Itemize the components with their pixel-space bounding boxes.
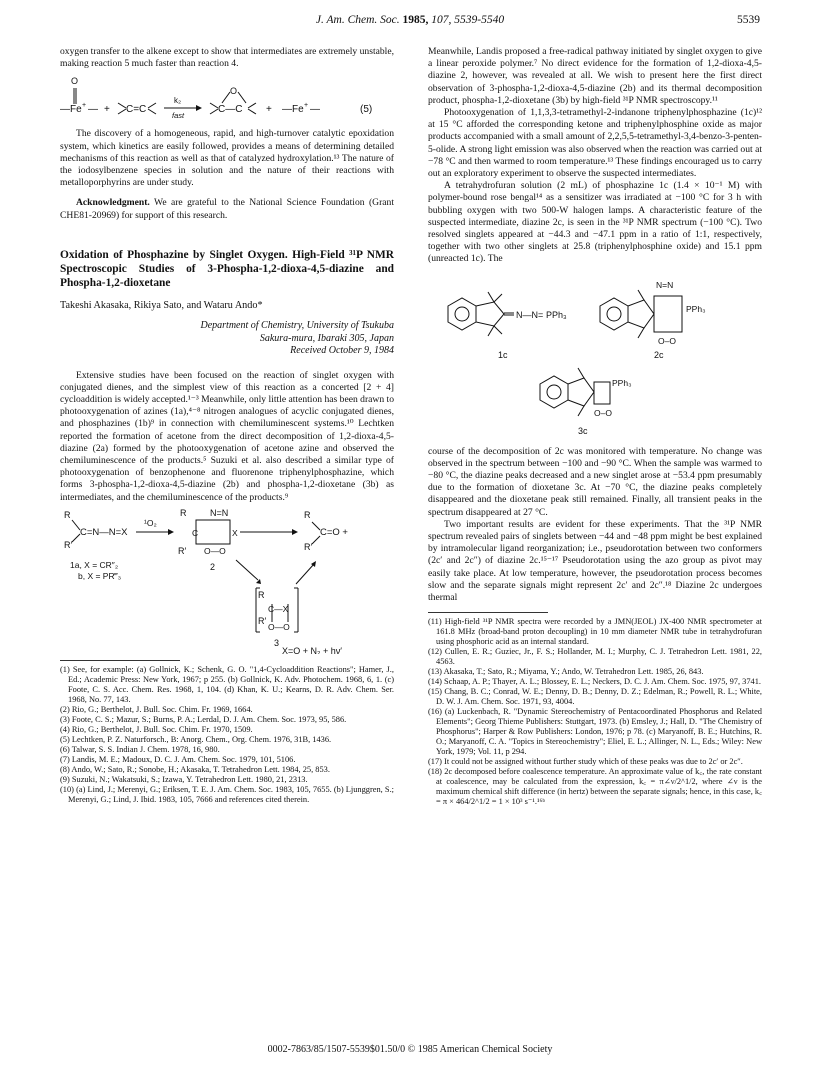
svg-text:O: O <box>230 86 238 97</box>
svg-text:C=C: C=C <box>126 104 147 116</box>
reference: (2) Rio, G.; Berthelot, J. Bull. Soc. Chim. Fr. 1969, 1664. <box>60 704 253 714</box>
svg-text:R: R <box>180 507 187 518</box>
svg-text:C=O +: C=O + <box>320 526 348 538</box>
svg-text:+: + <box>82 102 87 110</box>
svg-text:X: X <box>232 527 238 538</box>
article-authors: Takeshi Akasaka, Rikiya Sato, and Wataru Ando* <box>60 299 263 311</box>
reference: (11) High-field ³¹P NMR spectra were recorded by a JMN(JEOL) JX-400 NMR spectrometer at 161.8 MHz (broad-band proton decoupling) in 10 mm diameter NMR tube in tetrahydrofuran using phosphoric acid as an internal standard. <box>428 617 762 647</box>
equation-number: (5) <box>360 104 373 116</box>
reference: (17) It could not be assigned without further study which of these peaks was due to 2c′ or 2c″. <box>428 757 743 767</box>
svg-text:—: — <box>88 104 98 116</box>
label-2: 2 <box>210 561 216 572</box>
svg-text:N—N=: N—N= <box>516 309 544 320</box>
label-2c: 2c <box>654 349 664 360</box>
svg-text:R: R <box>258 589 265 600</box>
svg-text:O: O <box>71 76 79 87</box>
oo-label: O–O <box>658 335 676 346</box>
footnotes-right <box>428 617 762 807</box>
paragraph: Extensive studies have been focused on the reaction of singlet oxygen with conjugated dienes, and the simplest view of this reaction as a concerted [2 + 4] cycloaddition is widely accepted.¹⁻³ Meanwhile, only little attention has been drawn to photooxygenation of azines (1a),⁴⁻⁸ nitrogen analogues of acyclic conjugated dienes, and phosphazines (1b)⁹ in connection with chemiluminescent systems.¹⁰ Lechtken reported the formation of acetone from the direct decomposition of 1,2-dioxa-4,5-diazine (2a) formed by the photooxygenation of acetone azine and observed the chemiluminescence of the products.⁵ Suzuki et al. also described a similar type of photooxygenation of benzophenone and fluorenone triphenylphosphazine, which forms 3-phospha-1,2-dioxa-4,5-diazine (2b) and phospha-1,2-dioxetane (3b) as intermediates, and the chemiluminescence of the products.⁹ <box>60 369 394 503</box>
reference: (9) Suzuki, N.; Wakatsuki, S.; Izawa, Y. Tetrahedron Lett. 1980, 21, 2313. <box>60 774 308 784</box>
svg-text:+: + <box>304 102 309 110</box>
running-header <box>60 14 760 34</box>
fast-label: fast <box>172 111 185 121</box>
reference: (12) Cullen, E. R.; Guziec, Jr., F. S.; Hollander, M. I.; Murphy, C. J. Tetrahedron Lett. 1981, 22, 4563. <box>428 647 762 667</box>
label-3: 3 <box>274 637 280 648</box>
equation-5 <box>60 70 394 128</box>
paragraph: course of the decomposition of 2c was monitored with temperature. No change was observed in the spectrum between −100 and −90 °C. When the sample was warmed to −80 °C, the diazine peaks decreased and a new singlet arose at −53.4 ppm presumably due to the formation of dioxetane 3c. At −70 °C, the diazine peaks completely disappeared and the dioxetane peak still remained. Finally, all transient peaks in the spectrum disappeared at 27 °C. <box>428 445 762 518</box>
svg-text:—: — <box>310 104 320 116</box>
svg-text:—Fe: —Fe <box>60 104 82 116</box>
page-number: 5539 <box>737 14 760 26</box>
svg-text:O—O: O—O <box>204 545 226 556</box>
oo-label: O–O <box>594 407 612 418</box>
paragraph: Two important results are evident for these experiments. That the ³¹P NMR spectrum revealed pairs of singlets between −44 and −48 ppm might be best explained by intramolecular ligand reorganization; i.e., pseudorotation between two conformers (2c′ and 2c″) of diazine 2c.¹⁵⁻¹⁷ Pseudorotation using the azo group as pivot may easily take place. At low temperature, however, the pseudorotation process becomes slow and the separate signals might represent 2c′ and 2c″.¹⁸ Diazine 2c undergoes thermal <box>428 518 762 604</box>
label-1a: 1a, X = CR″₂ <box>70 559 119 570</box>
footnotes-left <box>60 665 394 805</box>
reference: (8) Ando, W.; Sato, R.; Sonobe, H.; Akasaka, T. Tetrahedron Lett. 1984, 25, 853. <box>60 764 330 774</box>
svg-text:C: C <box>192 527 199 538</box>
pph3-label: PPh₃ <box>612 377 632 388</box>
nn-label: N=N <box>656 279 674 290</box>
reference: (10) (a) Lind, J.; Merenyi, G.; Eriksen, T. E. J. Am. Chem. Soc. 1983, 105, 7655. (b) Ljunggren, S.; Merenyi, G.; Lind, J. Ibid. 1983, 105, 7666 and references cited therein. <box>60 784 394 804</box>
svg-text:O—O: O—O <box>268 621 290 632</box>
reference: (6) Talwar, S. S. Indian J. Chem. 1978, 16, 980. <box>60 744 220 754</box>
svg-text:+: + <box>104 104 110 116</box>
left-column <box>60 46 394 805</box>
paragraph: oxygen transfer to the alkene except to show that intermediates are extremely unstable, making reaction 5 much faster than reaction 4. <box>60 46 394 70</box>
rate-constant-label: k₂ <box>174 96 182 106</box>
footnote-rule <box>60 660 180 661</box>
svg-text:R: R <box>64 509 71 520</box>
footnote-rule <box>428 612 548 613</box>
affiliation <box>60 320 394 358</box>
page-footer: 0002-7863/85/1507-5539$01.50/0 © 1985 American Chemical Society <box>267 1044 553 1055</box>
svg-text:—Fe: —Fe <box>282 104 304 116</box>
svg-text:C—X: C—X <box>268 603 289 614</box>
svg-text:C—C: C—C <box>218 104 243 116</box>
reference: (1) See, for example: (a) Gollnick, K.; Schenk, G. O. "1,4-Cycloaddition Reactions"; Hamer, J., Ed.; Academic Press: New York, 1967; p 255. (b) Gollnick, K. Adv. Photochem. 1968, 6, 1. (c) Foote, C. S. Acc. Chem. Res. 1968, 1, 104. (d) Khan, K. U.; Kearns, D. R. Adv. Chem. Ser. 1968, No. 77, 143. <box>60 664 394 704</box>
reference: (3) Foote, C. S.; Mazur, S.; Burns, P. A.; Lerdal, D. J. Am. Chem. Soc. 1973, 95, 586. <box>60 714 347 724</box>
svg-text:R′: R′ <box>258 615 267 626</box>
svg-text:C=N—N=X: C=N—N=X <box>80 526 128 538</box>
reference: (16) (a) Luckenbach, R. "Dynamic Stereochemistry of Pentacoordinated Phosphorus and Related Elements"; Georg Thieme Publishers: Stuttgart, 1973. (b) Emsley, J.; Hall, D. "The Chemistry of Phosphorus"; Harper & Row Publishers: London, 1976; p 78. (c) Maryanoff, B. E.; Hutchins, R. O.; Maryanoff, C. A. "Topics in Stereochemistry"; Eliel, E. L.; Allinger, N. L., Eds.; Wiley: New York, 1979; Vol. 11, p 294. <box>428 707 762 757</box>
reference: (18) 2c decomposed before coalescence temperature. An approximate value of k꜀, the rate constant at coalescence, may be calculated from the expression, k꜀ = π∠ν/2^1/2, where ∠ν is the maximum chemical shift difference (in hertz) between the separate signals; hence, in this case, k꜀ = π × 464/2^1/2 = 1 × 10³ s⁻¹.¹⁶ᵇ <box>428 767 762 807</box>
reference: (13) Akasaka, T.; Sato, R.; Miyama, Y.; Ando, W. Tetrahedron Lett. 1985, 26, 843. <box>428 667 704 677</box>
paragraph: A tetrahydrofuran solution (2 mL) of phosphazine 1c (1.4 × 10⁻¹ M) with polymer-bound rose bengal¹⁴ as a sensitizer was irradiated at −100 °C for 3 h with bubbling oxygen with two 500-W halogen lamps. A characteristic feature of the suspected intermediate, diazine 2c, is seen in the ³¹P NMR spectrum (−100 °C). Two resolved singlets appeared at −44.3 and −47.1 ppm in a ratio of 1:1, respectively, together with two other singlets at 25.8 (triphenylphosphine oxide) and 15.1 ppm (unreacted 1c). The <box>428 180 762 265</box>
pph3-label: PPh₃ <box>686 303 706 314</box>
right-column <box>428 46 762 807</box>
journal-name: J. Am. Chem. Soc. <box>315 14 400 26</box>
singlet-oxygen-label: ¹O₂ <box>144 517 157 528</box>
paragraph: Photooxygenation of 1,1,3,3-tetramethyl-2-indanone triphenylphosphazine (1c)¹² at 15 °C afforded the corresponding ketone and triphenylphosphine oxide as major products accompanied with a small amount of 2,2,5,5-tetramethyl-3,4-benzo-3-penten-5-olide. A strong light emission was also observed when the reaction was carried out at −78 °C and then warmed to room temperature.¹³ These findings encouraged us to carry out an exploratory experiment to observe the suspected intermediates. <box>428 107 762 180</box>
reaction-scheme <box>60 504 394 654</box>
svg-text:R: R <box>304 509 311 520</box>
affiliation-line: Department of Chemistry, University of Tsukuba <box>200 320 394 332</box>
label-1c: 1c <box>498 349 508 360</box>
label-3c: 3c <box>578 425 588 436</box>
paragraph: Meanwhile, Landis proposed a free-radical pathway initiated by singlet oxygen to give a linear peroxide polymer.⁷ No direct evidence for the formation of 1,2-dioxa-4,5-diazine 2, however, was revealed at all. We wish to present here the first direct observation of 3-phospha-1,2-dioxa-4,5-diazine (2b) and its thermal decomposition product, phospha-1,2-dioxetane (3b) by high-field ³¹P NMR spectroscopy.¹¹ <box>428 46 762 106</box>
journal-volume-pages: 107, 5539-5540 <box>431 14 505 26</box>
reference: (7) Landis, M. E.; Madoux, D. C. J. Am. Chem. Soc. 1979, 101, 5106. <box>60 754 296 764</box>
reference: (15) Chang, B. C.; Conrad, W. E.; Denny, D. B.; Denny, D. Z.; Edelman, R.; Powell, R. L.; White, D. W. J. Am. Chem. Soc. 1971, 93, 4004. <box>428 687 762 707</box>
reference: (14) Schaap, A. P.; Thayer, A. L.; Blossey, E. L.; Neckers, D. C. J. Am. Chem. Soc. 1975, 97, 3741. <box>428 677 762 687</box>
svg-text:R′: R′ <box>178 545 187 556</box>
svg-text:+: + <box>266 104 272 116</box>
acknowledgment <box>60 197 394 221</box>
svg-text:R′: R′ <box>64 539 73 550</box>
reference: (4) Rio, G.; Berthelot, J. Bull. Soc. Chim. Fr. 1970, 1509. <box>60 724 253 734</box>
reference: (5) Lechtken, P. Z. Naturforsch., B: Anorg. Chem., Org. Chem. 1976, 31B, 1436. <box>60 734 332 744</box>
article-title: Oxidation of Phosphazine by Singlet Oxygen. High-Field ³¹P NMR Spectroscopic Studies of 3-Phospha-1,2-dioxa-4,5-diazine and Phospha-1,2-dioxetane <box>60 248 394 289</box>
decomposition-products: X=O + N₂ + hν′ <box>282 645 342 654</box>
journal-year: 1985, <box>402 14 429 26</box>
label-1b: b, X = PR‴₃ <box>78 570 122 581</box>
received-date: Received October 9, 1984 <box>290 345 394 357</box>
svg-text:R′: R′ <box>304 541 313 552</box>
compound-structures <box>428 266 762 446</box>
affiliation-line: Sakura-mura, Ibaraki 305, Japan <box>259 332 394 344</box>
acknowledgment-heading: Acknowledgment. <box>76 197 150 209</box>
pph3-label: PPh₃ <box>546 309 567 320</box>
paragraph: The discovery of a homogeneous, rapid, and high-turnover catalytic epoxidation system, which kinetics are easily followed, provides a means of determining detailed mechanisms of this reaction as well as that of catalyzed hydroxylation.¹³ The nature of the iodosylbenzene species in solution and the nature of their reactions with metalloporphyrins are under study. <box>60 128 394 189</box>
acknowledgment-text: We are grateful to the National Science Foundation (Grant CHE81-20969) for support of this research. <box>60 197 394 221</box>
svg-text:N=N: N=N <box>210 507 229 518</box>
